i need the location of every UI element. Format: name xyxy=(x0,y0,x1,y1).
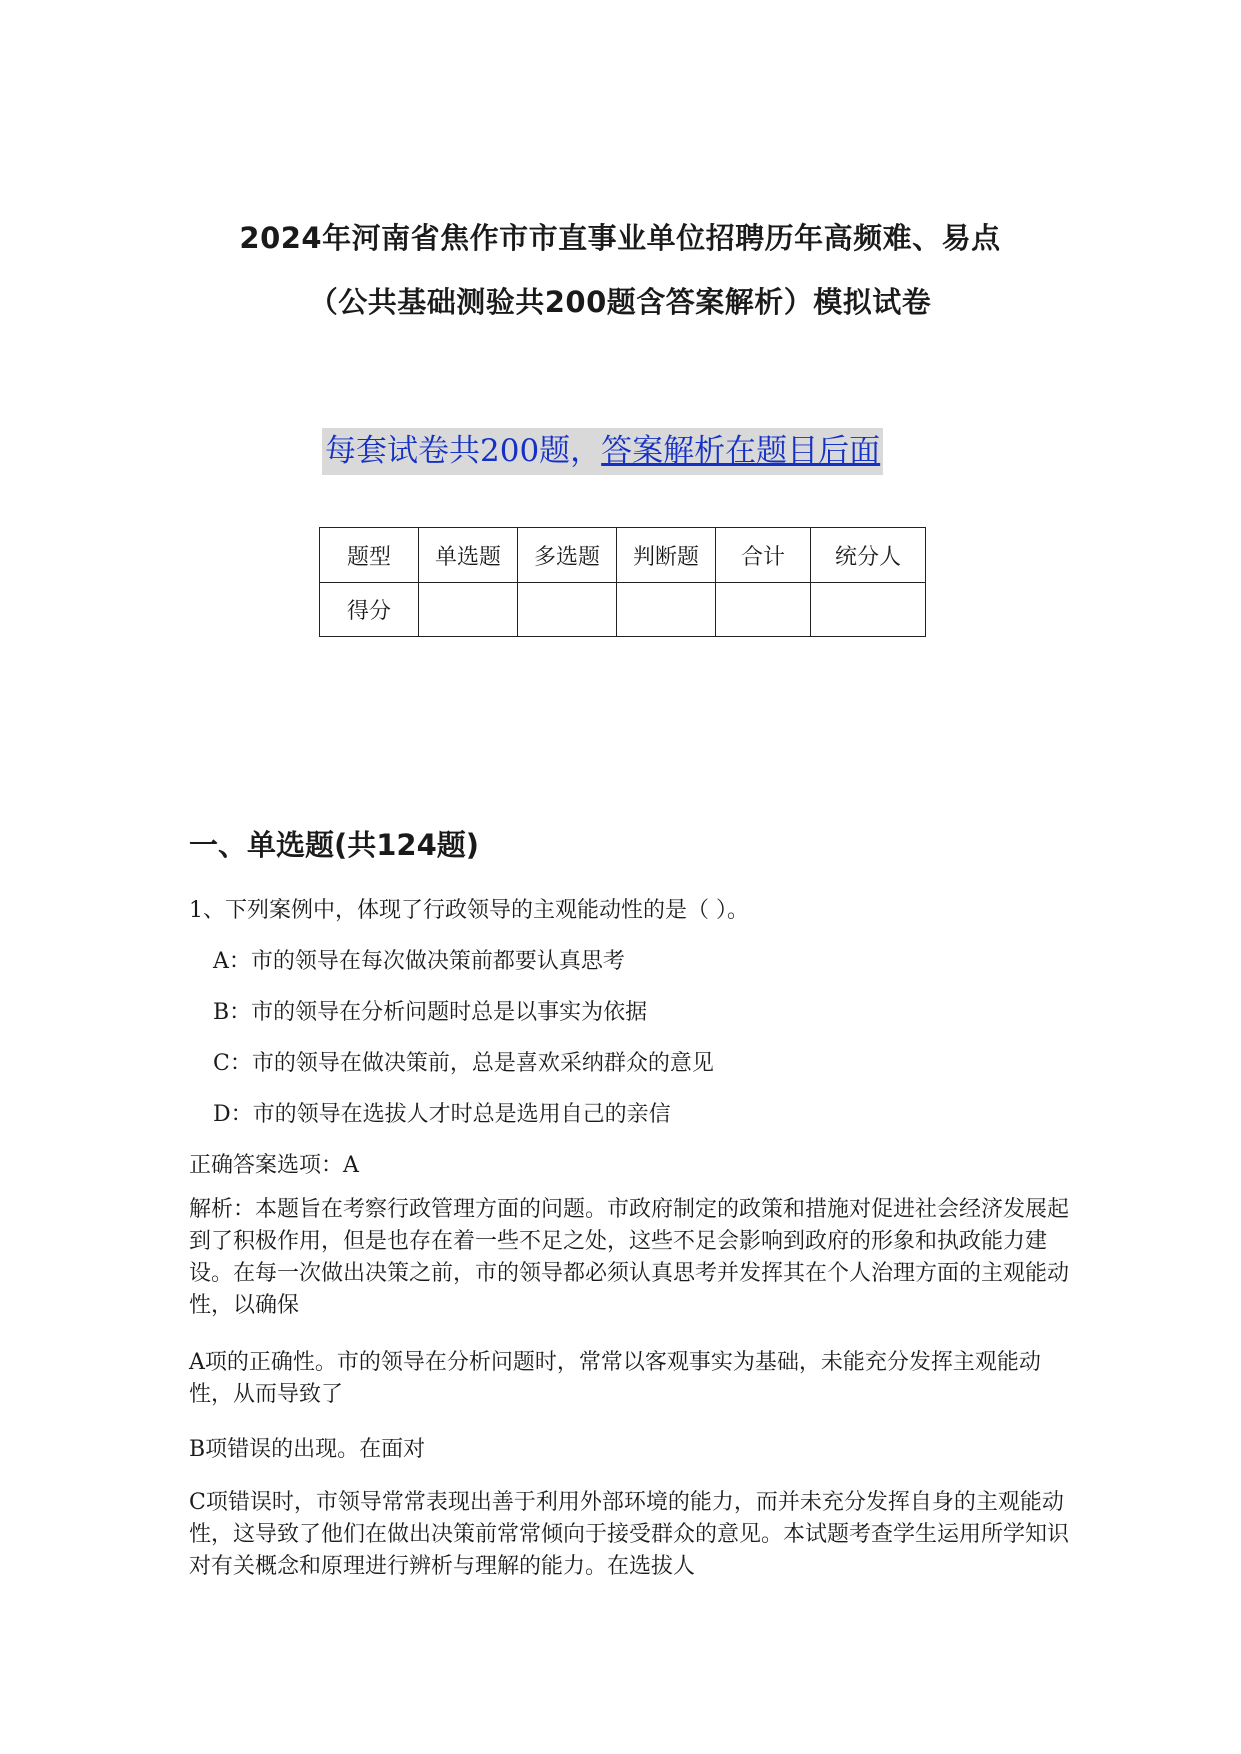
score-cell xyxy=(716,583,811,637)
question-stem: 1、下列案例中，体现了行政领导的主观能动性的是（ ）。 xyxy=(189,898,749,923)
banner-text: 每套试卷共200题， xyxy=(325,433,602,469)
score-header-cell: 题型 xyxy=(320,528,419,583)
option-c: C：市的领导在做决策前，总是喜欢采纳群众的意见 xyxy=(213,1051,714,1076)
score-cell xyxy=(811,583,926,637)
correct-answer: 正确答案选项：A xyxy=(189,1153,359,1178)
banner-link[interactable]: 答案解析在题目后面 xyxy=(601,433,881,469)
section-title: 一、单选题(共124题) xyxy=(189,828,480,862)
score-table-header-row xyxy=(320,528,926,583)
score-row-label: 得分 xyxy=(320,583,419,637)
analysis-paragraph: A项的正确性。市的领导在分析问题时，常常以客观事实为基础，未能充分发挥主观能动性，从而导致了 xyxy=(189,1350,1041,1407)
score-header-cell: 单选题 xyxy=(419,528,518,583)
score-header-cell: 多选题 xyxy=(518,528,617,583)
analysis-paragraph: B项错误的出现。在面对 xyxy=(189,1437,426,1462)
score-header-cell: 统分人 xyxy=(811,528,926,583)
title-line-1: 2024年河南省焦作市市直事业单位招聘历年高频难、易点 xyxy=(239,221,1001,255)
analysis-paragraph: C项错误时，市领导常常表现出善于利用外部环境的能力，而并未充分发挥自身的主观能动性，这导致了他们在做出决策前常常倾向于接受群众的意见。本试题考查学生运用所学知识对有关概念和原理进行辨析与理解的能力。在选拔人 xyxy=(189,1490,1070,1579)
score-table-score-row xyxy=(320,583,926,637)
option-a: A：市的领导在每次做决策前都要认真思考 xyxy=(213,949,625,974)
score-cell xyxy=(617,583,716,637)
option-d: D：市的领导在选拔人才时总是选用自己的亲信 xyxy=(213,1102,671,1127)
info-banner xyxy=(322,428,883,475)
title-line-2: （公共基础测验共200题含答案解析）模拟试卷 xyxy=(308,285,932,319)
score-header-cell: 判断题 xyxy=(617,528,716,583)
score-table xyxy=(319,527,926,637)
score-cell xyxy=(518,583,617,637)
option-b: B：市的领导在分析问题时总是以事实为依据 xyxy=(213,1000,648,1025)
score-header-cell: 合计 xyxy=(716,528,811,583)
score-cell xyxy=(419,583,518,637)
analysis-paragraph: 解析：本题旨在考察行政管理方面的问题。市政府制定的政策和措施对促进社会经济发展起到了积极作用，但是也存在着一些不足之处，这些不足会影响到政府的形象和执政能力建设。在每一次做出决策之前，市的领导都必须认真思考并发挥其在个人治理方面的主观能动性，以确保 xyxy=(189,1197,1070,1318)
